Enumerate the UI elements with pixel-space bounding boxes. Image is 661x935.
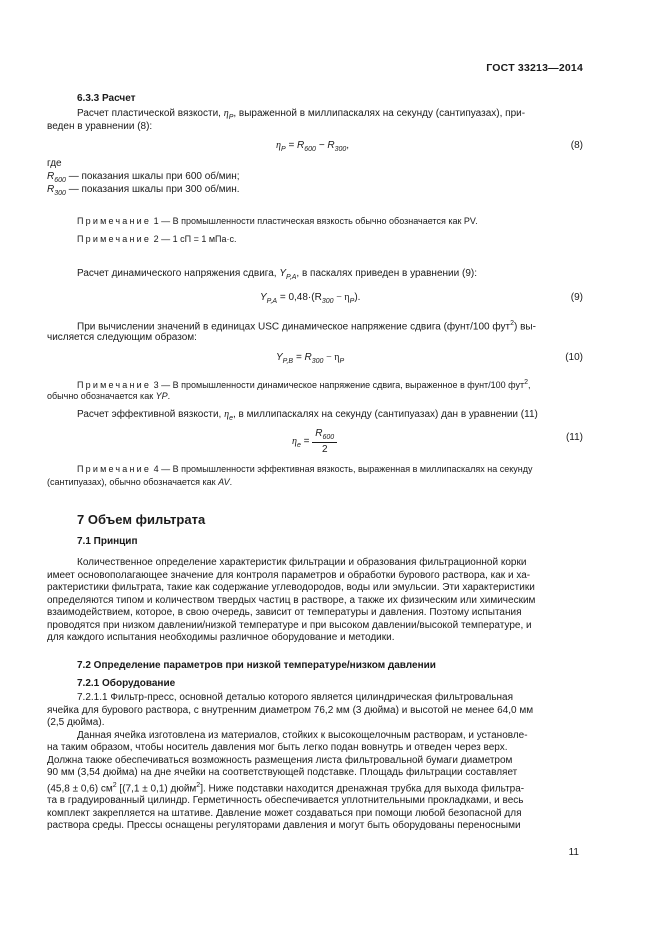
note-1 xyxy=(77,215,478,227)
eq11-num-symbol: R xyxy=(315,428,323,439)
note2-text: 2 — 1 сП = 1 мПа·с. xyxy=(153,234,237,244)
cell-line-6: раствора среды. Прессы оснащены регуляторами давления и могут быть оборудованы переносными xyxy=(47,820,521,832)
eq8-comma: , xyxy=(346,140,350,151)
intro-text-b: , выраженной в миллипаскалях на секунду (сантипуазах), при- xyxy=(233,108,526,119)
cell-area-line xyxy=(47,780,583,796)
s71-line-1: имеет основополагающее значение для контроля параметров и обработки бурового раствора, как и ха- xyxy=(47,569,531,581)
eq9-lhs-sub: P,A xyxy=(266,298,278,305)
def2-symbol: R xyxy=(47,184,55,195)
effective-intro xyxy=(77,409,587,426)
note4-line2-a: (сантипуазах), обычно обозначается как xyxy=(47,477,216,487)
standard-code: ГОСТ 33213—2014 xyxy=(486,62,583,74)
def1-text: — показания шкалы при 600 об/мин; xyxy=(68,171,240,182)
eq10-rhs-b: − η xyxy=(326,352,340,363)
eq10-lhs: Y xyxy=(276,352,283,363)
eq10-rhs-sub2: P xyxy=(339,358,345,365)
s7211-line-1: ячейка для бурового раствора, с внутренним диаметром 76,2 мм (3 дюйма) и высотой не менее 64,0 мм xyxy=(47,704,534,716)
page-number: 11 xyxy=(568,847,579,858)
eq9-rhs-b: − η xyxy=(336,292,350,303)
area-text-c: ]. Ниже подставки находится дренажная трубка для выхода фильтра- xyxy=(200,782,525,794)
eq8-r2-sub: 300 xyxy=(334,146,347,153)
eq10-rhs-a: = R xyxy=(295,352,312,363)
note-label: Примечание xyxy=(77,464,152,474)
note-label: Примечание xyxy=(77,216,152,226)
note-4-line2 xyxy=(47,476,232,488)
yield-text-a: Расчет динамического напряжения сдвига, xyxy=(77,268,277,279)
note3-text-a: 3 — В промышленности динамическое напряжение сдвига, выраженное в фунт/100 фут xyxy=(153,380,525,390)
eq11-fraction xyxy=(312,428,337,455)
s71-line-5: проводятся при низком давлении/низкой температуре и при высоком давлении/высокой температуре, и xyxy=(47,619,532,631)
note3-line2-a: обычно обозначается как xyxy=(47,391,154,401)
note-label: Примечание xyxy=(77,380,152,390)
eq10-rhs-sub: 300 xyxy=(311,358,324,365)
note-3-line2 xyxy=(47,390,170,402)
usc-sup: 2 xyxy=(510,320,514,327)
eq8-rhs: = R xyxy=(288,140,305,151)
equation-9-number: (9) xyxy=(570,292,583,303)
section-633-title: 6.3.3 Расчет xyxy=(77,93,136,104)
equation-8-number: (8) xyxy=(570,140,583,151)
yield-sub: P,A xyxy=(286,274,297,281)
yield-text-b: , в паскалях приведен в уравнении (9): xyxy=(296,268,477,279)
s71-line-2: рактеристики фильтрата, такие как содержание углеводородов, воды или эмульсии. Эти характеристики xyxy=(47,582,535,593)
area-text-a: (45,8 ± 0,6) см xyxy=(47,782,113,794)
eq9-rhs-sub: 300 xyxy=(321,298,334,305)
equation-9 xyxy=(260,292,360,305)
equation-11 xyxy=(292,428,337,455)
usc-line2: числяется следующим образом: xyxy=(47,332,197,343)
eta-symbol: η xyxy=(223,108,229,119)
equation-11-number: (11) xyxy=(565,432,583,443)
yield-symbol: Y xyxy=(279,268,287,279)
eq11-num-sub: 600 xyxy=(322,434,335,441)
note-4 xyxy=(77,463,587,475)
section-71-body xyxy=(47,557,583,645)
area-sup1: 2 xyxy=(112,781,117,789)
note3-sup: 2 xyxy=(524,379,529,386)
def1-symbol: R xyxy=(47,171,55,182)
eq11-numerator xyxy=(312,428,337,443)
eq11-denominator: 2 xyxy=(321,444,328,455)
section-7-title: 7 Объем фильтрата xyxy=(77,512,206,527)
cell-line-1: на таким образом, чтобы носитель давления мог быть легко подан вовнутрь и отведен через верх. xyxy=(47,742,508,753)
note-label: Примечание xyxy=(77,234,152,244)
eq9-lhs: Y xyxy=(260,292,267,303)
eta-sub: P xyxy=(228,114,234,121)
section-7211-body xyxy=(47,692,583,833)
eq11-lhs-sub: e xyxy=(296,442,301,450)
eq9-rhs-c: ). xyxy=(354,292,361,303)
effective-sub: e xyxy=(229,415,233,422)
eq8-r1-sub: 600 xyxy=(304,146,316,153)
eq11-lhs: η xyxy=(292,436,297,447)
def2-sub: 300 xyxy=(54,190,66,197)
intro-text: Расчет пластической вязкости, xyxy=(77,108,221,119)
section-72-title: 7.2 Определение параметров при низкой температуре/низком давлении xyxy=(77,660,436,671)
equation-8 xyxy=(276,140,349,153)
where-label: где xyxy=(47,158,62,169)
area-text-b: [(7,1 ± 0,1) дюйм xyxy=(116,782,197,794)
s71-line-4: взаимодействием, которое, в свою очередь, зависит от температуры и давления. Поэтому испытания xyxy=(47,607,522,618)
note-2 xyxy=(77,233,237,245)
effective-symbol: η xyxy=(224,409,230,420)
yield-intro xyxy=(77,268,477,285)
equation-10 xyxy=(276,352,344,365)
cell-line-2: Должна также обеспечиваться возможность размещения листа фильтровальной бумаги диаметром xyxy=(47,754,513,766)
s71-line-6: для каждого испытания необходимы различное оборудование и методики. xyxy=(47,632,395,643)
note4-line2-em: AV xyxy=(218,477,230,487)
eq11-equals: = xyxy=(303,436,310,447)
eq9-rhs-sub2: P xyxy=(349,298,355,305)
section-721-title: 7.2.1 Оборудование xyxy=(77,678,176,689)
note3-text-b: , xyxy=(528,380,531,390)
note3-line2-em: YP xyxy=(155,391,168,401)
s71-line-0: Количественное определение характеристик фильтрации и образования фильтрационной корки xyxy=(77,557,527,568)
equation-10-number: (10) xyxy=(565,352,583,363)
s71-line-3: определяются типом и количеством твердых частиц в растворе, а также их физическим или химическим xyxy=(47,594,536,606)
note-3 xyxy=(77,377,582,391)
cell-line-4: та в градуированный цилиндр. Герметичность обеспечивается уплотнительными прокладками, и весь xyxy=(47,795,524,807)
cell-line-5: комплект закрепляется на штативе. Давление может создаваться при помощи любой безопасной для xyxy=(47,807,522,819)
section-71-title: 7.1 Принцип xyxy=(77,536,138,547)
s7211-line-0: 7.2.1.1 Фильтр-пресс, основной деталью которого является цилиндрическая фильтровальная xyxy=(77,692,514,703)
note3-line2-b: . xyxy=(167,391,171,401)
section-633-intro-line1 xyxy=(77,108,582,125)
note4-text: 4 — В промышленности эффективная вязкость, выраженная в миллипаскалях на секунду xyxy=(153,464,533,474)
s7211-line-2: (2,5 дюйма). xyxy=(47,717,105,728)
effective-text-a: Расчет эффективной вязкости, xyxy=(77,409,222,420)
eq8-lhs-sub: P xyxy=(280,146,286,153)
note1-text: 1 — В промышленности пластическая вязкость обычно обозначается как PV. xyxy=(153,216,478,226)
def2-text: — показания шкалы при 300 об/мин. xyxy=(68,184,240,195)
effective-text-b: , в миллипаскалях на секунду (сантипуазах) дан в уравнении (11) xyxy=(232,409,538,420)
area-sup2: 2 xyxy=(196,781,201,789)
def1-sub: 600 xyxy=(54,177,66,184)
eq8-lhs: η xyxy=(276,140,281,151)
cell-line-0: Данная ячейка изготовлена из материалов, стойких к высокощелочным растворам, и установле- xyxy=(77,729,528,741)
usc-text-b: ) вы- xyxy=(513,321,536,333)
eq9-rhs-a: = 0,48·(R xyxy=(279,292,322,303)
eq10-lhs-sub: P,B xyxy=(282,358,294,365)
definition-r300 xyxy=(47,184,240,201)
eq8-minus: − R xyxy=(318,140,335,151)
usc-text-a: При вычислении значений в единицах USC динамическое напряжение сдвига (фунт/100 фут xyxy=(77,321,511,333)
note4-line2-b: . xyxy=(229,477,233,487)
section-633-intro-line2: веден в уравнении (8): xyxy=(47,121,153,132)
cell-line-3: 90 мм (3,54 дюйма) на дне ячейки на соответствующей подставке. Площадь фильтрации составляет xyxy=(47,767,518,778)
